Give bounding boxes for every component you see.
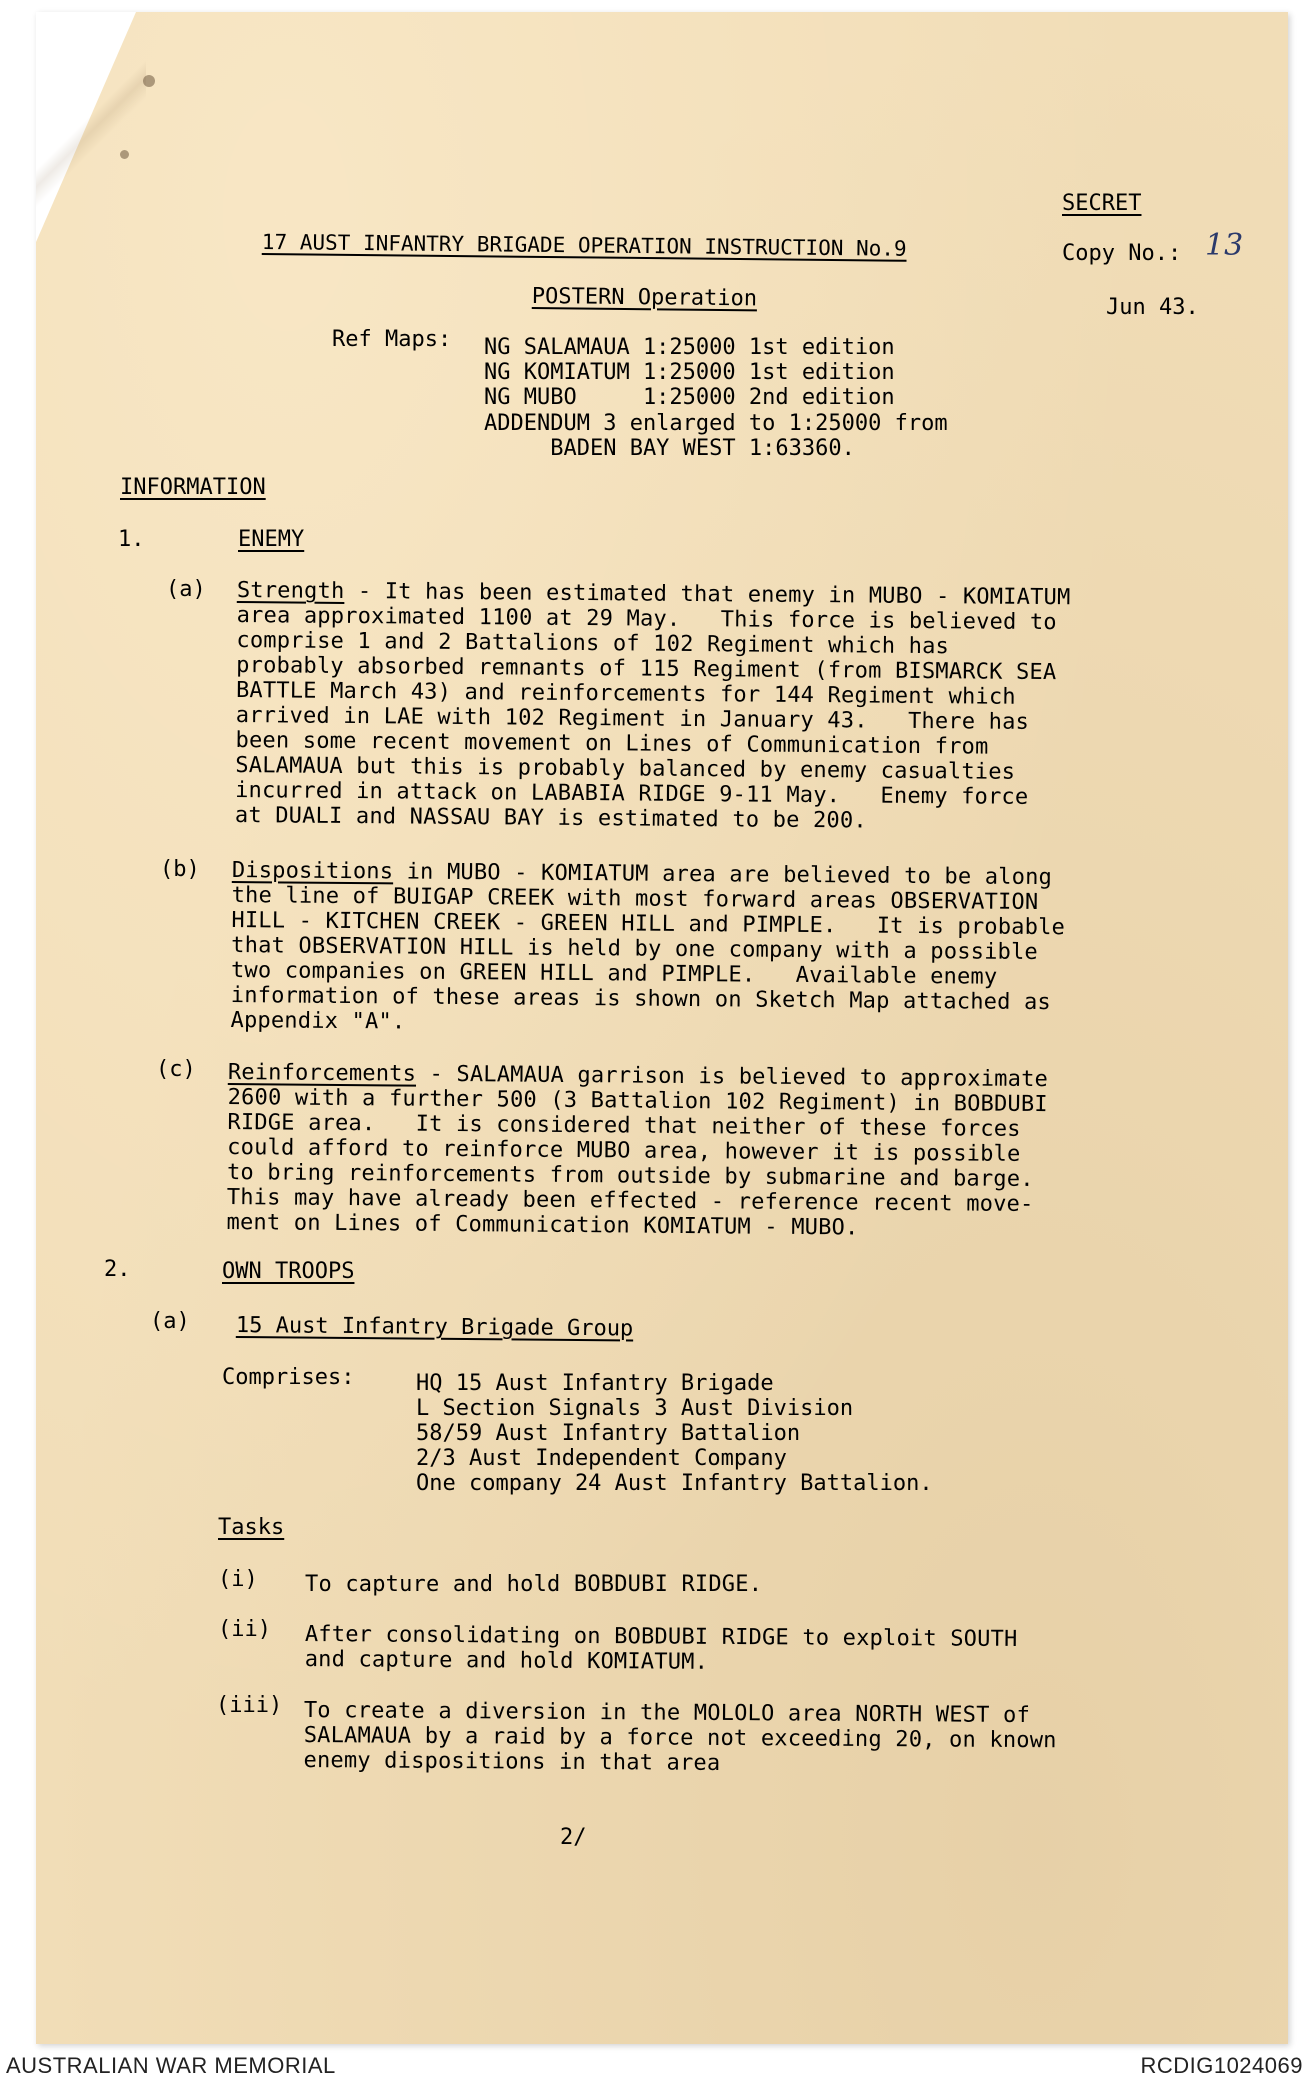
ref-map-line: BADEN BAY WEST 1:63360. (484, 436, 855, 461)
copy-label: Copy No.: (1062, 241, 1182, 266)
tasks-heading: Tasks (218, 1515, 285, 1540)
document-date: Jun 43. (1106, 295, 1199, 320)
paragraph-marker: (a) (150, 1309, 190, 1334)
reinforcements-title: Reinforcements (227, 1060, 417, 1087)
copy-number: 13 (1205, 228, 1244, 263)
operation-name: POSTERN Operation (531, 284, 758, 312)
footer-record-id: RCDIG1024069 (1140, 2053, 1303, 2078)
task-text: After consolidating on BOBDUBI RIDGE to exploit SOUTH and capture and hold KOMIATUM. (304, 1622, 1018, 1675)
paragraph-marker: (c) (156, 1057, 196, 1082)
task-marker: (ii) (218, 1617, 271, 1642)
task-text: To capture and hold BOBDUBI RIDGE. (305, 1572, 763, 1597)
task-marker: (iii) (216, 1693, 283, 1718)
brigade-group-title: 15 Aust Infantry Brigade Group (235, 1313, 634, 1342)
comprises-label: Comprises: (222, 1365, 355, 1390)
document-title: 17 AUST INFANTRY BRIGADE OPERATION INSTRUCTION No.9 (261, 230, 907, 261)
ref-map-line: NG SALAMAUA 1:25000 1st edition (484, 335, 895, 360)
footer-source: AUSTRALIAN WAR MEMORIAL (6, 2053, 336, 2078)
ref-map-line: NG KOMIATUM 1:25000 1st edition (484, 360, 895, 385)
fold-shadow (36, 12, 146, 252)
unit-line: L Section Signals 3 Aust Division (416, 1396, 854, 1421)
strength-text: - It has been estimated that enemy in MUBO - KOMIATUM area approximated 1100 at 29 May. This force is believed to comprise 1 and 2 Battalions of 102 Regiment which has probably absorbed remnants of 115 Regiment (from BISMARCK SEA BATTLE March 43) and reinforcements for 144 Regiment which arrived in LAE with 102 Regiment in January 43. There has been some recent movement on Lines of Communication from SALAMAUA but this is probably balanced by enemy casualties incurred in attack on LABABIA RIDGE 9-11 May. Enemy force at DUALI and NASSAU BAY is estimated to be 200. (234, 578, 1071, 834)
ref-maps-label: Ref Maps: (332, 327, 452, 352)
unit-line: One company 24 Aust Infantry Battalion. (416, 1471, 933, 1496)
task-text: To create a diversion in the MOLOLO area NORTH WEST of SALAMAUA by a raid by a force not exceeding 20, on known enemy dispositions in that area (303, 1698, 1057, 1776)
punch-hole (143, 75, 155, 87)
paragraph-marker: (b) (160, 857, 200, 882)
strength-paragraph (235, 578, 1071, 835)
ref-map-line: ADDENDUM 3 enlarged to 1:25000 from (484, 411, 948, 436)
ref-map-line: NG MUBO 1:25000 2nd edition (484, 385, 895, 410)
dispositions-text: in MUBO - KOMIATUM area are believed to be along the line of BUIGAP CREEK with most forward areas OBSERVATION HILL - KITCHEN CREEK - GREEN HILL and PIMPLE. It is probable that OBSERVATION HILL is held by one company with a possible two companies on GREEN HILL and PIMPLE. Available enemy information of these areas is shown on Sketch Map attached as Appendix "A". (230, 859, 1066, 1035)
page-continuation-marker: 2/ (560, 1825, 587, 1850)
section-number: 1. (118, 527, 145, 552)
own-troops-heading: OWN TROOPS (222, 1259, 355, 1284)
punch-hole (120, 150, 129, 159)
classification-label: SECRET (1062, 191, 1142, 216)
section-number: 2. (104, 1257, 131, 1282)
unit-line: HQ 15 Aust Infantry Brigade (416, 1371, 774, 1396)
unit-line: 58/59 Aust Infantry Battalion (416, 1421, 801, 1446)
information-heading: INFORMATION (120, 475, 266, 500)
dispositions-paragraph (230, 858, 1065, 1040)
enemy-heading: ENEMY (238, 527, 305, 552)
reinforcements-paragraph (226, 1060, 1048, 1242)
paragraph-marker: (a) (166, 577, 206, 602)
unit-line: 2/3 Aust Independent Company (416, 1446, 787, 1471)
task-marker: (i) (218, 1567, 258, 1592)
dispositions-title: Dispositions (231, 858, 394, 885)
strength-title: Strength (236, 578, 345, 604)
reinforcements-text: - SALAMAUA garrison is believed to approximate 2600 with a further 500 (3 Battalion 102 Regiment) in BOBDUBI RIDGE area. It is considered that neither of these forces could afford to reinforce MUBO area, however it is possible to bring reinforcements from outside by submarine and barge. This may have already been effected - reference recent move- ment on Lines of Communication KOMIATUM - MUBO. (226, 1061, 1049, 1241)
